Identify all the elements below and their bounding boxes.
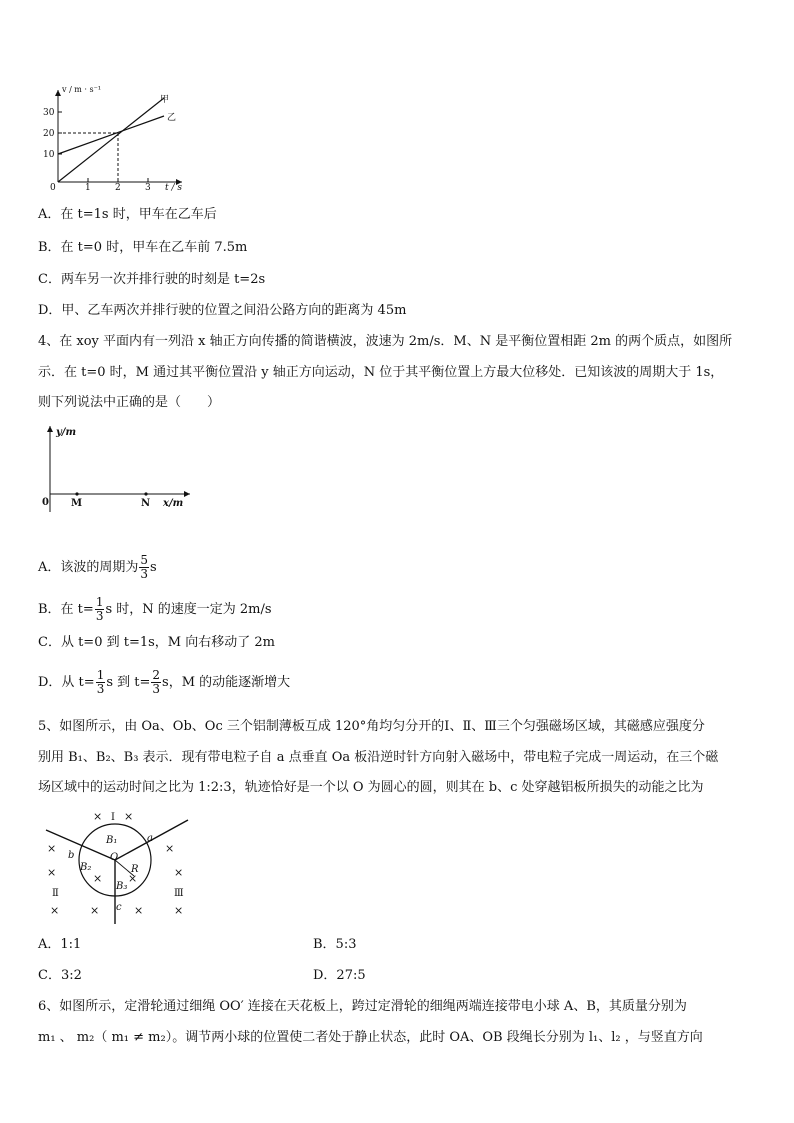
fraction-numerator: 5 (140, 553, 149, 567)
q4-stem-line2: 示．在 t=0 时，M 通过其平衡位置沿 y 轴正方向运动，N 位于其平衡位置上方最大位移处．已知该波的周期大于 1s， (38, 365, 724, 380)
fraction (96, 669, 106, 696)
cross-mark: × (93, 810, 103, 823)
vt-ytick: 30 (43, 108, 55, 118)
fraction (139, 554, 149, 581)
region-2-label: Ⅱ (52, 888, 59, 899)
cross-mark: × (90, 904, 100, 917)
radius-r-label: R (131, 864, 139, 875)
q4-a-text: A．该波的周期为 (38, 560, 139, 575)
fraction-denominator: 3 (95, 609, 104, 623)
cross-mark: × (128, 872, 138, 885)
point-m-label: M (71, 498, 83, 509)
q5-stem-line1: 5、如图所示，由 Oa、Ob、Oc 三个铝制薄板互成 120°角均匀分开的Ⅰ、Ⅱ、Ⅲ三个匀强磁场区域，其磁感应强度分 (38, 719, 705, 734)
q3-option-a: A．在 t=1s 时，甲车在乙车后 (38, 207, 217, 222)
fraction-denominator: 3 (96, 682, 105, 696)
cross-mark: × (174, 904, 184, 917)
vt-xtick: 1 (85, 183, 91, 192)
magnetic-field-figure (38, 806, 198, 926)
center-o-label: O (110, 852, 119, 863)
cross-mark: × (124, 810, 134, 823)
vt-xtick: 2 (115, 183, 121, 192)
point-n-label: N (141, 498, 151, 509)
cross-mark: × (134, 904, 144, 917)
q4-b-text-end: s 时，N 的速度一定为 2m/s (105, 602, 272, 617)
vt-graph (40, 82, 190, 192)
b1-label: B₁ (106, 835, 118, 846)
cross-mark: × (174, 866, 184, 879)
q4-d-text-mid: s 到 t= (106, 675, 151, 690)
fraction-denominator: 3 (152, 682, 161, 696)
wave-ylabel: y/m (56, 427, 77, 438)
q4-option-a (38, 554, 157, 581)
q4-stem-line1: 4、在 xoy 平面内有一列沿 x 轴正方向传播的简谐横波，波速为 2m/s．M、N 是平衡位置相距 2m 的两个质点，如图所 (38, 334, 733, 349)
point-b-label: b (68, 850, 75, 861)
q4-option-c: C．从 t=0 到 t=1s，M 向右移动了 2m (38, 635, 275, 650)
q3-option-d: D．甲、乙车两次并排行驶的位置之间沿公路方向的距离为 45m (38, 303, 407, 318)
vt-xtick: 3 (145, 183, 151, 192)
cross-mark: × (50, 904, 60, 917)
q3-option-b: B．在 t=0 时，甲车在乙车前 7.5m (38, 240, 248, 255)
q5-option-c: C．3:2 (38, 968, 82, 983)
vt-ytick: 10 (43, 150, 55, 160)
region-3-label: Ⅲ (174, 888, 184, 899)
region-1-label: Ⅰ (111, 812, 115, 823)
point-a-label: a (147, 833, 153, 844)
q4-b-text: B．在 t= (38, 602, 94, 617)
cross-mark: × (47, 866, 57, 879)
q5-stem-line3: 场区域中的运动时间之比为 1:2:3，轨迹恰好是一个以 O 为圆心的圆，则其在 b、c 处穿越铝板所损失的动能之比为 (38, 780, 704, 795)
q5-option-a: A．1:1 (38, 937, 82, 952)
fraction-numerator: 1 (95, 595, 104, 609)
q4-option-b (38, 596, 272, 623)
fraction-denominator: 3 (140, 567, 149, 581)
q4-option-d (38, 669, 290, 696)
cross-mark: × (93, 872, 103, 885)
q5-option-b: B．5:3 (313, 937, 357, 952)
wave-graph (40, 422, 200, 517)
point-c-label: c (116, 902, 122, 913)
q5-stem-line2: 别用 B₁、B₂、B₃ 表示．现有带电粒子自 a 点垂直 Oa 板沿逆时针方向射入磁场中，带电粒子完成一周运动，在三个磁 (38, 750, 719, 765)
q5-option-d: D．27:5 (313, 968, 366, 983)
b2-label: B₂ (80, 862, 92, 873)
fraction-numerator: 2 (152, 668, 161, 682)
vt-xtick: 0 (50, 183, 56, 192)
q6-stem-line1: 6、如图所示，定滑轮通过细绳 OO′ 连接在天花板上，跨过定滑轮的细绳两端连接带电小球 A、B，其质量分别为 (38, 999, 687, 1014)
q6-stem-line2: m₁ 、 m₂（ m₁ ≠ m₂）。调节两小球的位置使二者处于静止状态，此时 OA、OB 段绳长分别为 l₁、l₂ ，与竖直方向 (38, 1030, 703, 1045)
vt-ylabel: v / m · s⁻¹ (62, 85, 102, 94)
vt-ytick: 20 (43, 129, 55, 139)
q4-a-unit: s (150, 560, 157, 575)
wave-origin: 0 (42, 497, 49, 508)
q4-d-text-end: s，M 的动能逐渐增大 (162, 675, 291, 690)
fraction (95, 596, 105, 623)
line-yi-label: 乙 (167, 113, 177, 123)
cross-mark: × (47, 842, 57, 855)
q4-stem-line3: 则下列说法中正确的是（ ） (38, 395, 221, 410)
q4-d-text: D．从 t= (38, 675, 95, 690)
vt-xlabel: t / s (165, 183, 182, 192)
b3-label: B₃ (116, 881, 128, 892)
cross-mark: × (165, 842, 175, 855)
wave-xlabel: x/m (163, 498, 184, 509)
q3-option-c: C．两车另一次并排行驶的时刻是 t=2s (38, 272, 266, 287)
line-jia-label: 甲 (160, 95, 170, 105)
fraction-numerator: 1 (96, 668, 105, 682)
fraction (151, 669, 161, 696)
